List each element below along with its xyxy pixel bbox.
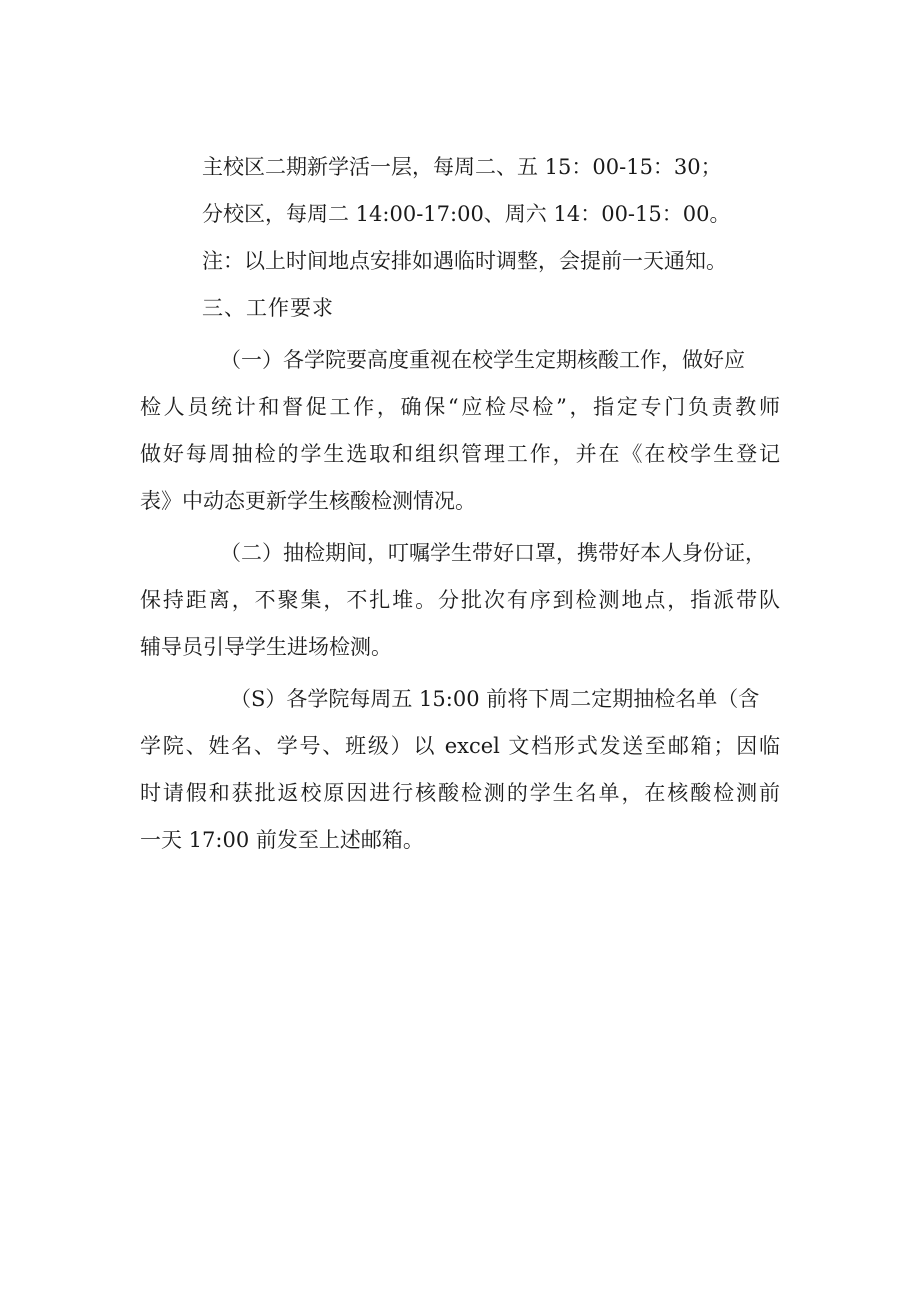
schedule-note: 注：以上时间地点安排如遇临时调整，会提前一天通知。 (202, 249, 727, 273)
requirement-paragraph-1 (140, 337, 780, 525)
paragraph-line: 学院、姓名、学号、班级）以 excel 文档形式发送至邮箱；因临 (140, 734, 780, 758)
requirement-paragraph-2 (140, 530, 780, 671)
requirement-paragraph-3 (140, 676, 780, 864)
paragraph-line: 保持距离，不聚集，不扎堆。分批次有序到检测地点，指派带队 (140, 588, 780, 612)
paragraph-line: 时请假和获批返校原因进行核酸检测的学生名单，在核酸检测前 (140, 781, 780, 805)
paragraph-line: 表》中动态更新学生核酸检测情况。 (140, 489, 476, 513)
paragraph-line: 检人员统计和督促工作，确保“应检尽检”，指定专门负责教师 (140, 395, 780, 419)
paragraph-line: （一）各学院要高度重视在校学生定期核酸工作，做好应 (220, 348, 745, 372)
paragraph-line: 做好每周抽检的学生选取和组织管理工作，并在《在校学生登记 (140, 442, 780, 466)
document-body (140, 144, 780, 864)
paragraph-line: 一天 17:00 前发至上述邮箱。 (140, 828, 424, 852)
paragraph-line: 辅导员引导学生进场检测。 (140, 635, 392, 659)
schedule-branch-campus: 分校区，每周二 14:00-17:00、周六 14：00-15：00。 (202, 202, 731, 226)
paragraph-line: （S）各学院每周五 15:00 前将下周二定期抽检名单（含 (230, 687, 760, 711)
paragraph-line: （二）抽检期间，叮嘱学生带好口罩，携带好本人身份证， (220, 541, 766, 565)
section-heading: 三、工作要求 (202, 296, 334, 320)
schedule-main-campus: 主校区二期新学活一层，每周二、五 15：00-15：30； (202, 155, 722, 179)
